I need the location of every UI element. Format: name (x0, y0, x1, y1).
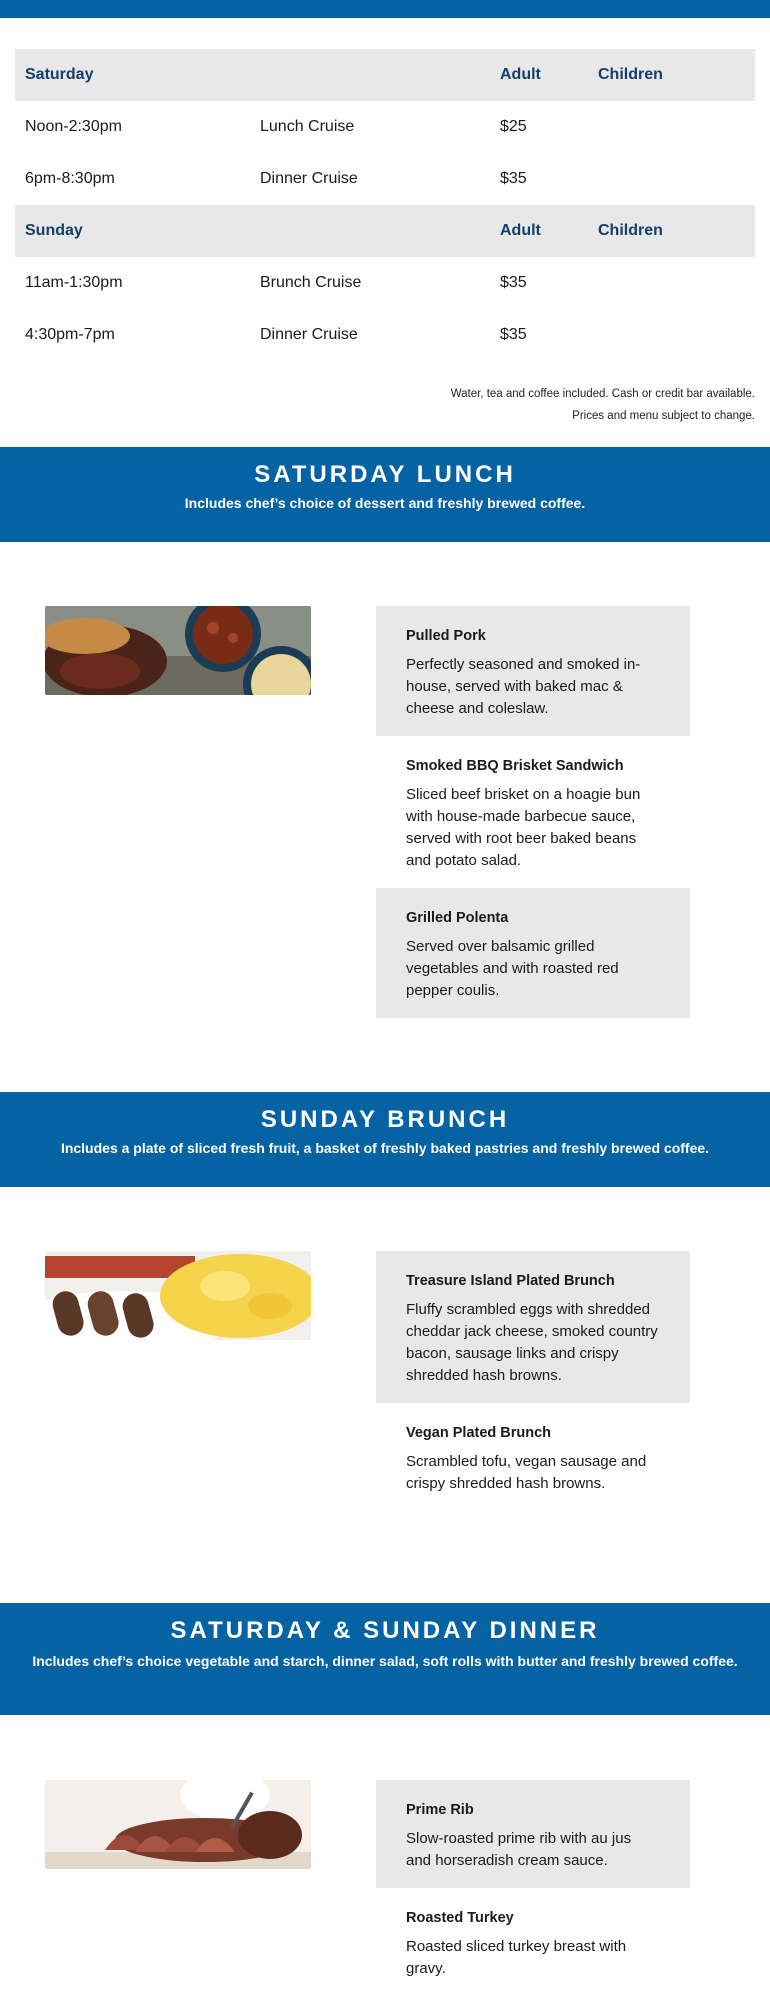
menu-item (376, 736, 690, 888)
adult-price: $35 (500, 274, 527, 291)
menu-item-description: Served over balsamic grilled vegetables and with roasted red pepper coulis. (406, 938, 619, 999)
menu-item-name: Treasure Island Plated Brunch (406, 1273, 615, 1289)
menu-item (376, 1888, 690, 1996)
menu-item (376, 1780, 690, 1888)
cruise-time: 6pm-8:30pm (25, 170, 115, 187)
adult-price: $25 (500, 118, 527, 135)
prime-rib-image (45, 1780, 311, 1869)
menu-item-name: Smoked BBQ Brisket Sandwich (406, 758, 624, 774)
adult-header: Adult (500, 66, 541, 83)
adult-price: $35 (500, 170, 527, 187)
schedule-notes (451, 383, 755, 427)
menu-item-description: Scrambled tofu, vegan sausage and crispy shredded hash browns. (406, 1453, 647, 1492)
schedule-table (15, 49, 755, 361)
menu-item-description: Fluffy scrambled eggs with shredded cheddar jack cheese, smoked country bacon, sausage links and crispy shredded hash browns. (406, 1301, 658, 1384)
schedule-row (15, 309, 755, 361)
menu-item (376, 1251, 690, 1403)
menu-list-saturday-lunch (376, 606, 690, 1018)
children-header: Children (598, 66, 663, 83)
cruise-name: Dinner Cruise (260, 326, 358, 343)
menu-item (376, 888, 690, 1018)
section-banner-saturday-lunch (0, 447, 770, 542)
section-banner-dinner (0, 1603, 770, 1715)
menu-item-name: Vegan Plated Brunch (406, 1425, 552, 1441)
cruise-name: Brunch Cruise (260, 274, 362, 291)
menu-item (376, 1403, 690, 1511)
section-title: SATURDAY & SUNDAY DINNER (170, 1617, 600, 1644)
section-subtitle: Includes a plate of sliced fresh fruit, a basket of freshly baked pastries and freshly brewed coffee. (60, 1140, 710, 1156)
menu-item-name: Prime Rib (406, 1802, 474, 1818)
menu-item-name: Roasted Turkey (406, 1910, 514, 1926)
menu-item-description: Perfectly seasoned and smoked in-house, served with baked mac & cheese and coleslaw. (406, 656, 641, 717)
section-subtitle: Includes chef’s choice of dessert and freshly brewed coffee. (184, 495, 586, 511)
adult-price: $35 (500, 326, 527, 343)
menu-item-name: Pulled Pork (406, 628, 486, 644)
bbq-plate-image (45, 606, 311, 695)
day-label: Saturday (25, 66, 94, 83)
menu-item-description: Slow-roasted prime rib with au jus and horseradish cream sauce. (406, 1830, 632, 1869)
note-prices: Prices and menu subject to change. (572, 410, 755, 422)
menu-list-dinner (376, 1780, 690, 1996)
menu-item-description: Roasted sliced turkey breast with gravy. (406, 1938, 627, 1977)
section-banner-sunday-brunch (0, 1092, 770, 1187)
top-bar (0, 0, 770, 18)
schedule-row (15, 257, 755, 309)
cruise-time: Noon-2:30pm (25, 118, 122, 135)
section-subtitle: Includes chef’s choice vegetable and starch, dinner salad, soft rolls with butter and freshly brewed coffee. (32, 1653, 738, 1669)
children-header: Children (598, 222, 663, 239)
schedule-row (15, 153, 755, 205)
menu-item (376, 606, 690, 736)
schedule-header-sunday (15, 205, 755, 257)
cruise-time: 11am-1:30pm (25, 274, 123, 291)
menu-item-name: Grilled Polenta (406, 910, 509, 926)
note-beverages: Water, tea and coffee included. Cash or credit bar available. (450, 388, 755, 400)
cruise-time: 4:30pm-7pm (25, 326, 115, 343)
cruise-name: Dinner Cruise (260, 170, 358, 187)
day-label: Sunday (25, 222, 83, 239)
schedule-row (15, 101, 755, 153)
menu-item-description: Sliced beef brisket on a hoagie bun with house-made barbecue sauce, served with root beer baked beans and potato salad. (406, 786, 641, 869)
section-title: SATURDAY LUNCH (254, 461, 516, 488)
section-title: SUNDAY BRUNCH (260, 1106, 510, 1133)
menu-list-sunday-brunch (376, 1251, 690, 1511)
cruise-name: Lunch Cruise (260, 118, 355, 135)
schedule-header-saturday (15, 49, 755, 101)
brunch-plate-image (45, 1251, 311, 1340)
adult-header: Adult (500, 222, 541, 239)
